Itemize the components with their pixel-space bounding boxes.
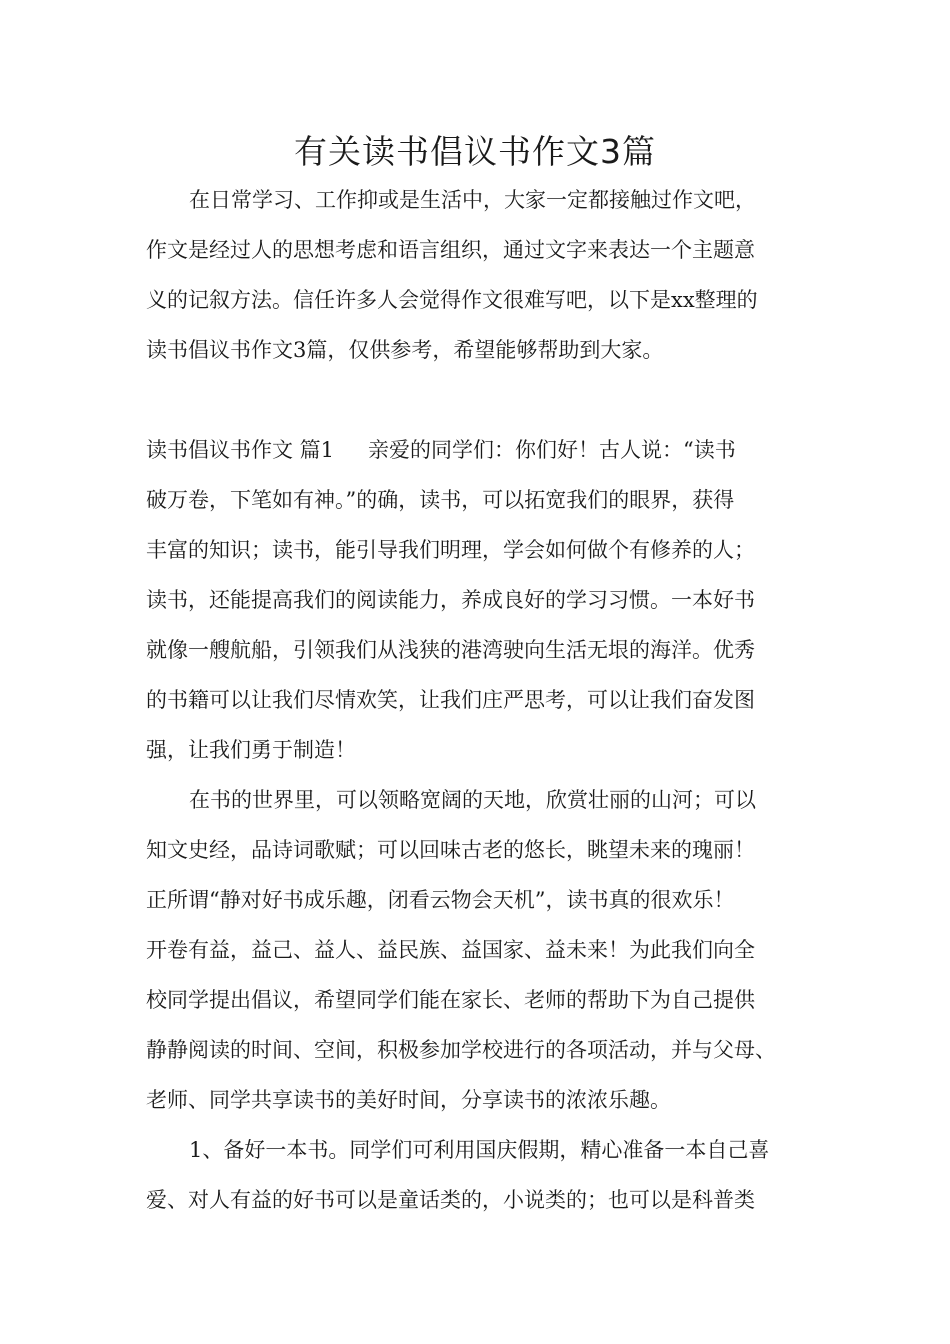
paragraph-line: 正所谓“静对好书成乐趣，闭看云物会天机”，读书真的很欢乐！ [146, 888, 735, 912]
document-title: 有关读书倡议书作文3篇 [294, 132, 656, 171]
intro-line: 在日常学习、工作抑或是生活中，大家一定都接触过作文吧， [189, 188, 756, 212]
paragraph-line: 在书的世界里，可以领略宽阔的天地，欣赏壮丽的山河；可以 [189, 788, 756, 812]
paragraph-line: 静静阅读的时间、空间，积极参加学校进行的各项活动，并与父母、 [146, 1038, 776, 1062]
intro-line: 读书倡议书作文3篇，仅供参考，希望能够帮助到大家。 [146, 338, 664, 362]
section-line: 就像一艘航船，引领我们从浅狭的港湾驶向生活无垠的海洋。优秀 [146, 638, 755, 662]
section-line: 读书，还能提高我们的阅读能力，养成良好的学习习惯。一本好书 [146, 588, 755, 612]
paragraph-line: 1、备好一本书。同学们可利用国庆假期，精心准备一本自己喜 [189, 1138, 770, 1162]
paragraph-line: 校同学提出倡议，希望同学们能在家长、老师的帮助下为自己提供 [146, 988, 755, 1012]
paragraph-line: 老师、同学共享读书的美好时间，分享读书的浓浓乐趣。 [146, 1088, 671, 1112]
intro-line: 义的记叙方法。信任许多人会觉得作文很难写吧，以下是xx整理的 [146, 288, 758, 312]
paragraph-line: 爱、对人有益的好书可以是童话类的，小说类的；也可以是科普类 [146, 1188, 755, 1212]
section-line: 丰富的知识；读书，能引导我们明理，学会如何做个有修养的人； [146, 538, 755, 562]
section-line: 强，让我们勇于制造！ [146, 738, 356, 762]
paragraph-line: 知文史经，品诗词歌赋；可以回味古老的悠长，眺望未来的瑰丽！ [146, 838, 755, 862]
paragraph-line: 开卷有益，益己、益人、益民族、益国家、益未来！为此我们向全 [146, 938, 755, 962]
section-line: 破万卷，下笔如有神。”的确，读书，可以拓宽我们的眼界，获得 [146, 488, 735, 512]
intro-line: 作文是经过人的思想考虑和语言组织，通过文字来表达一个主题意 [146, 238, 755, 262]
section-heading: 读书倡议书作文 篇1 [146, 438, 335, 462]
section-first-line [146, 435, 736, 465]
section-line: 亲爱的同学们：你们好！古人说：“读书 [368, 438, 736, 462]
section-line: 的书籍可以让我们尽情欢笑，让我们庄严思考，可以让我们奋发图 [146, 688, 755, 712]
